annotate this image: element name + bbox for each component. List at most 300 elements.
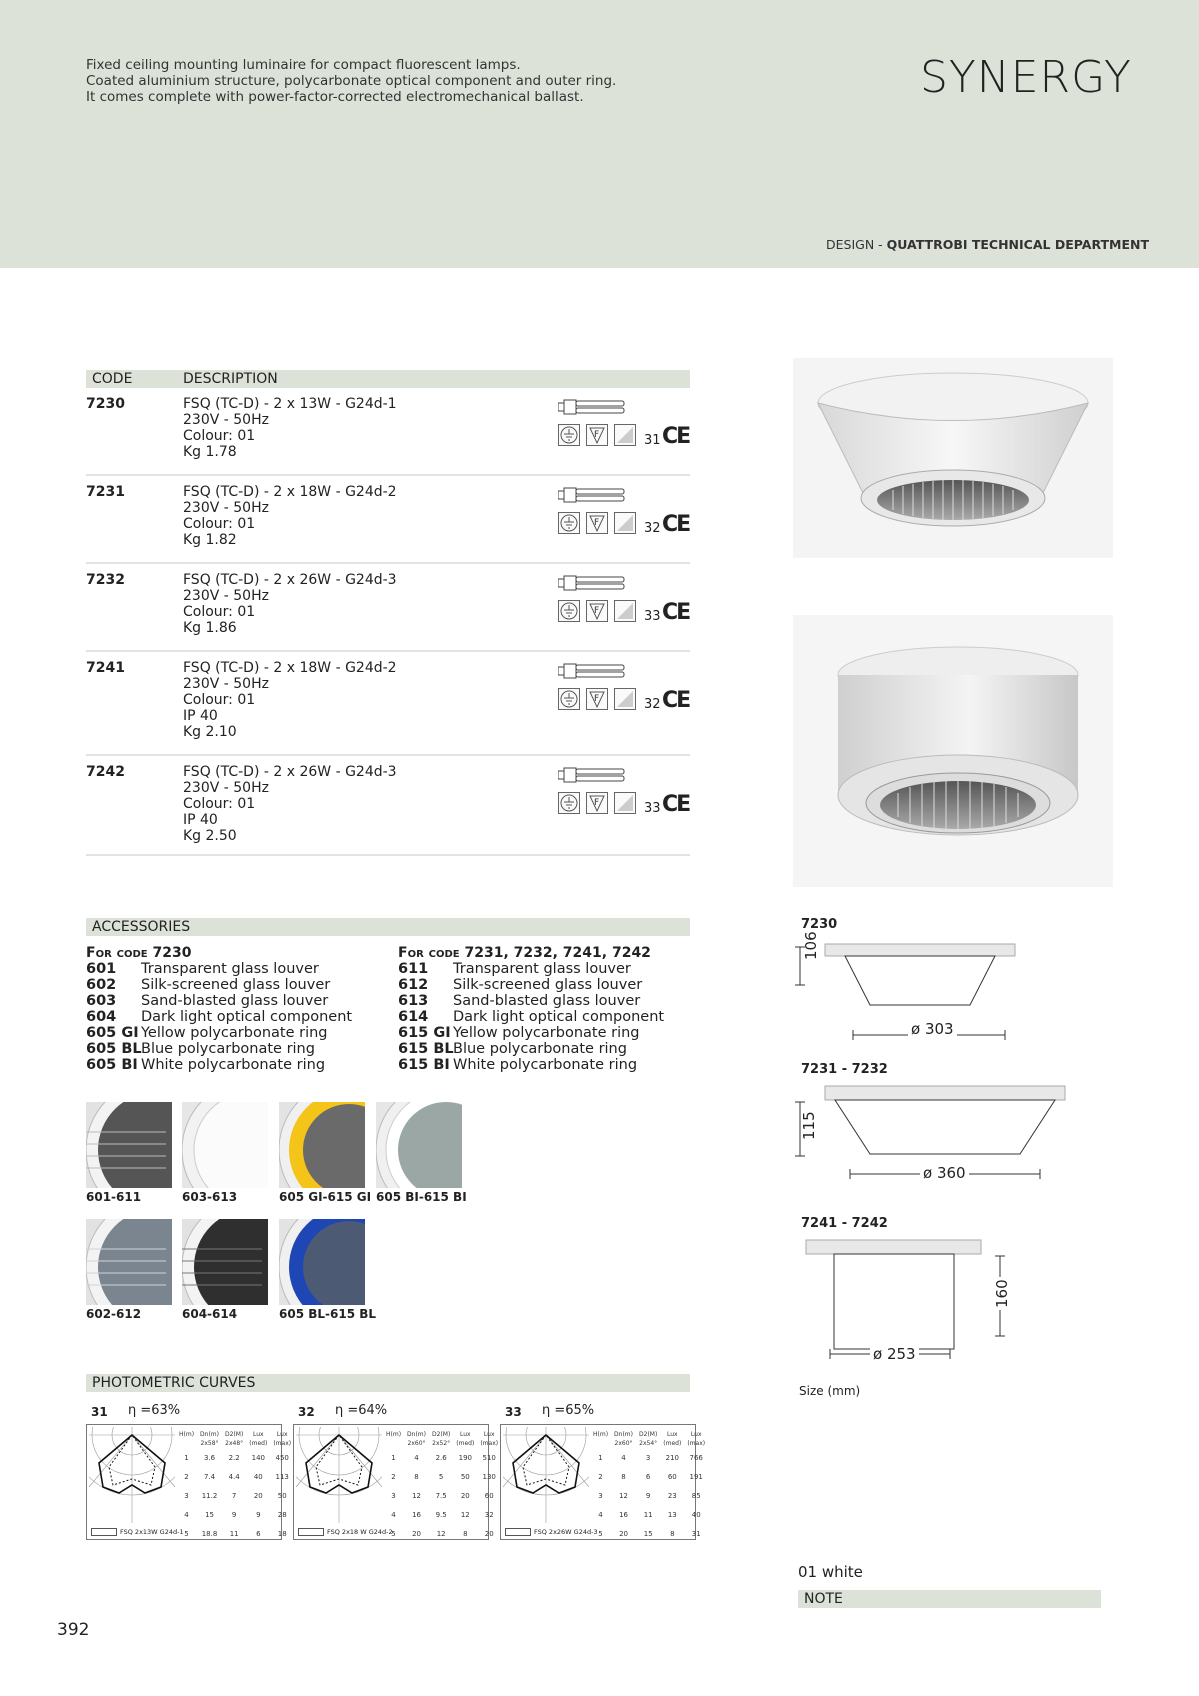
lamp-text: FSQ 2x13W G24d-1 (120, 1528, 184, 1536)
description-line: Colour: 01 (183, 604, 256, 620)
polar-diagram (296, 1427, 382, 1523)
table-subheader-cell: (med) (456, 1440, 475, 1447)
curve-ref: 33 (505, 1405, 522, 1419)
product-code: 7231 (86, 484, 125, 500)
table-cell: 6 (645, 1472, 651, 1481)
accessory-code: 603 (86, 993, 117, 1009)
curve-lamp-label (298, 1528, 393, 1536)
table-header-cell: D2(M) (225, 1431, 244, 1438)
table-header-cell: Lux (460, 1431, 471, 1438)
thumbnail-label: 602-612 (86, 1307, 142, 1321)
polar-diagram (503, 1427, 589, 1523)
curve-reference: 31 (644, 433, 661, 448)
description-line: 230V - 50Hz (183, 588, 269, 604)
accessory-item (398, 1057, 664, 1073)
accessories-title: ACCESSORIES (86, 918, 690, 936)
description-line: FSQ (TC-D) - 2 x 26W - G24d-3 (183, 572, 397, 588)
table-header-row (591, 1431, 707, 1438)
table-cell: 20 (460, 1491, 470, 1500)
table-header-cell: Dn(m) (614, 1431, 633, 1438)
note-title: NOTE (798, 1590, 1101, 1608)
photometric-chart (293, 1424, 499, 1540)
curve-efficiency: η =63% (128, 1403, 181, 1418)
table-subheader-row (591, 1440, 707, 1447)
table-cell: 15 (205, 1510, 214, 1519)
table-cell: 5 (184, 1529, 189, 1538)
description-line: FSQ (TC-D) - 2 x 26W - G24d-3 (183, 764, 397, 780)
curve-efficiency: η =65% (542, 1403, 595, 1418)
product-row (86, 396, 690, 476)
table-row (384, 1468, 500, 1485)
accessory-code: 614 (398, 1009, 429, 1025)
table-cell: 4.4 (228, 1472, 240, 1481)
table-cell: 510 (482, 1453, 496, 1462)
table-cell: 16 (412, 1510, 421, 1519)
product-description (183, 764, 397, 844)
accessory-label: Sand-blasted glass louver (141, 993, 329, 1009)
table-cell: 23 (667, 1491, 677, 1500)
product-intro (86, 57, 616, 105)
table-cell: 20 (412, 1529, 421, 1538)
intro-line: It comes complete with power-factor-corrected electromechanical ballast. (86, 89, 584, 105)
product-description (183, 572, 397, 636)
product-code: 7230 (86, 396, 125, 412)
description-line: 230V - 50Hz (183, 780, 269, 796)
accessory-code: 615 BI (398, 1057, 450, 1073)
table-subheader-cell: 2x52° (432, 1440, 451, 1447)
photometric-table (382, 1429, 502, 1544)
table-row (177, 1449, 293, 1466)
table-subheader-cell: 2x58° (200, 1440, 219, 1447)
triangle-mark-icon (614, 512, 636, 534)
product-row (86, 484, 690, 564)
earth-class-icon (558, 512, 580, 534)
photometric-chart (500, 1424, 706, 1540)
table-header-cell: H(m) (386, 1431, 402, 1438)
ce-mark-icon: CE (662, 792, 690, 817)
table-header-cell: Dn(m) (407, 1431, 426, 1438)
table-cell: 5 (438, 1472, 444, 1481)
earth-class-icon (558, 688, 580, 710)
table-row (384, 1525, 500, 1542)
table-cell: 450 (275, 1453, 289, 1462)
curve-efficiency: η =64% (335, 1403, 388, 1418)
table-cell: 12 (619, 1491, 628, 1500)
table-header-cell: D2(M) (639, 1431, 658, 1438)
accessory-code: 601 (86, 961, 117, 977)
table-cell: 4 (184, 1510, 189, 1519)
table-subheader-cell: (max) (687, 1440, 706, 1447)
table-cell: 130 (482, 1472, 496, 1481)
photometric-table (175, 1429, 295, 1544)
curve-reference: 33 (644, 609, 661, 624)
accessory-label: Blue polycarbonate ring (453, 1041, 627, 1057)
table-cell: 9 (645, 1491, 651, 1500)
accessories-group-2 (398, 945, 664, 1073)
lamp-icon (505, 1528, 531, 1536)
thumbnail-label: 605 BI-615 BI (376, 1190, 467, 1204)
design-credit (826, 237, 1149, 252)
colour-note: 01 white (798, 1563, 863, 1581)
table-cell: 2.2 (228, 1453, 240, 1462)
table-cell: 4 (621, 1453, 626, 1462)
ce-mark-icon: CE (662, 424, 690, 449)
accessory-item (86, 1025, 352, 1041)
accessory-label: Blue polycarbonate ring (141, 1041, 315, 1057)
dimension-diameter: ø 303 (908, 1020, 957, 1038)
accessory-item (86, 993, 352, 1009)
table-cell: 9 (256, 1510, 261, 1519)
accessory-label: Dark light optical component (141, 1009, 353, 1025)
table-subheader-cell (591, 1440, 610, 1447)
accessory-item (86, 1041, 352, 1057)
table-cell: 28 (277, 1510, 287, 1519)
table-cell: 8 (463, 1529, 468, 1538)
table-cell: 2.6 (435, 1453, 447, 1462)
accessory-code: 612 (398, 977, 429, 993)
accessories-group-title: For code 7231, 7232, 7241, 7242 (398, 945, 651, 961)
lamp-icon (558, 662, 626, 680)
table-cell: 190 (458, 1453, 472, 1462)
accessory-item (86, 1057, 352, 1073)
f-mark-icon (586, 512, 608, 534)
lamp-icon (91, 1528, 117, 1536)
table-cell: 5 (598, 1529, 603, 1538)
dimension-height: 160 (993, 1279, 1011, 1308)
description-line: 230V - 50Hz (183, 500, 269, 516)
accessory-item (398, 977, 664, 993)
design-prefix: DESIGN - (826, 237, 887, 252)
lamp-icon (558, 486, 626, 504)
table-subheader-cell: (med) (663, 1440, 682, 1447)
table-cell: 9.5 (435, 1510, 447, 1519)
table-row (177, 1506, 293, 1523)
svg-text:F: F (594, 798, 600, 808)
description-line: Kg 1.86 (183, 620, 237, 636)
table-subheader-row (177, 1440, 293, 1447)
table-subheader-cell: 2x60° (407, 1440, 426, 1447)
product-description (183, 660, 397, 740)
thumbnail-label: 601-611 (86, 1190, 142, 1204)
accessory-label: Yellow polycarbonate ring (453, 1025, 640, 1041)
table-header-cell: Lux (276, 1431, 288, 1438)
table-cell: 18 (277, 1529, 287, 1538)
photometric-title: PHOTOMETRIC CURVES (86, 1374, 690, 1392)
table-row (177, 1468, 293, 1485)
description-line: Colour: 01 (183, 428, 256, 444)
table-cell: 8 (414, 1472, 419, 1481)
table-header-cell: H(m) (593, 1431, 609, 1438)
thumbnail-yellow-ring (279, 1102, 365, 1188)
table-cell: 60 (484, 1491, 494, 1500)
dimension-height: 106 (802, 931, 820, 960)
table-cell: 210 (665, 1453, 679, 1462)
table-row (384, 1506, 500, 1523)
table-cell: 7.4 (203, 1472, 216, 1481)
accessory-label: Silk-screened glass louver (141, 977, 331, 993)
accessory-code: 615 GI (398, 1025, 451, 1041)
table-row (384, 1487, 500, 1504)
thumbnail-label: 605 GI-615 GI (279, 1190, 372, 1204)
f-mark-icon (586, 600, 608, 622)
intro-line: Coated aluminium structure, polycarbonate optical component and outer ring. (86, 73, 617, 89)
products-table-header (86, 370, 690, 388)
f-mark-icon (586, 688, 608, 710)
accessory-item (398, 993, 664, 1009)
accessories-group-1 (86, 945, 352, 1073)
table-cell: 766 (689, 1453, 703, 1462)
accessory-label: Dark light optical component (453, 1009, 665, 1025)
curve-lamp-label (91, 1528, 184, 1536)
lamp-icon (558, 398, 626, 416)
table-cell: 20 (253, 1491, 263, 1500)
accessory-item (398, 1041, 664, 1057)
table-cell: 8 (621, 1472, 626, 1481)
table-subheader-cell: 2x48° (225, 1440, 244, 1447)
accessory-label: White polycarbonate ring (453, 1057, 638, 1073)
table-cell: 12 (460, 1510, 470, 1519)
table-cell: 18.8 (201, 1529, 218, 1538)
lamp-icon (558, 574, 626, 592)
product-description (183, 396, 397, 460)
accessory-code: 605 GI (86, 1025, 139, 1041)
accessories-group-title: For code 7230 (86, 945, 192, 961)
table-cell: 11 (643, 1510, 653, 1519)
product-photo-cylindrical (793, 615, 1113, 887)
dimension-title: 7241 - 7242 (801, 1216, 888, 1231)
curve-reference: 32 (644, 697, 661, 712)
thumbnail-label: 603-613 (182, 1190, 238, 1204)
thumbnail-blue-ring (279, 1219, 365, 1305)
table-cell: 6 (256, 1529, 261, 1538)
table-header-row (384, 1431, 500, 1438)
earth-class-icon (558, 600, 580, 622)
table-cell: 9 (231, 1510, 237, 1519)
triangle-mark-icon (614, 600, 636, 622)
thumbnail-dark-light (182, 1219, 268, 1305)
f-mark-icon (586, 424, 608, 446)
product-code: 7241 (86, 660, 125, 676)
table-cell: 50 (277, 1491, 287, 1500)
table-header-cell: Dn(m) (200, 1431, 219, 1438)
dimension-title: 7231 - 7232 (801, 1062, 888, 1077)
thumbnail-label: 604-614 (182, 1307, 238, 1321)
table-cell: 3 (645, 1453, 651, 1462)
table-cell: 40 (253, 1472, 263, 1481)
table-row (591, 1487, 707, 1504)
table-subheader-cell: (max) (273, 1440, 292, 1447)
table-row (177, 1487, 293, 1504)
table-header-row (177, 1431, 293, 1438)
table-cell: 2 (598, 1472, 603, 1481)
table-cell: 191 (689, 1472, 703, 1481)
accessory-label: Silk-screened glass louver (453, 977, 643, 993)
table-cell: 7.5 (435, 1491, 447, 1500)
table-cell: 12 (436, 1529, 446, 1538)
table-subheader-cell: (med) (249, 1440, 268, 1447)
curve-reference: 32 (644, 521, 661, 536)
dimension-title: 7230 (801, 917, 838, 932)
description-line: 230V - 50Hz (183, 676, 269, 692)
description-line: IP 40 (183, 708, 218, 724)
table-row (177, 1525, 293, 1542)
description-line: FSQ (TC-D) - 2 x 13W - G24d-1 (183, 396, 397, 412)
product-row (86, 572, 690, 652)
table-cell: 1 (391, 1453, 396, 1462)
table-cell: 11.2 (201, 1491, 218, 1500)
thumbnail-silkscreened-louver (86, 1219, 172, 1305)
table-header-cell: H(m) (179, 1431, 195, 1438)
curve-lamp-label (505, 1528, 598, 1536)
table-cell: 2 (391, 1472, 396, 1481)
thumbnail-white-ring (376, 1102, 462, 1188)
lamp-icon (558, 766, 626, 784)
description-line: FSQ (TC-D) - 2 x 18W - G24d-2 (183, 660, 397, 676)
accessory-item (398, 1009, 664, 1025)
table-cell: 3 (184, 1491, 189, 1500)
accessory-code: 611 (398, 961, 429, 977)
triangle-mark-icon (614, 792, 636, 814)
photometric-table (589, 1429, 709, 1544)
accessory-item (86, 977, 352, 993)
table-cell: 40 (691, 1510, 701, 1519)
table-cell: 3 (598, 1491, 603, 1500)
header-band (0, 0, 1199, 268)
f-mark-icon (586, 792, 608, 814)
table-cell: 85 (691, 1491, 701, 1500)
svg-text:F: F (594, 430, 600, 440)
table-subheader-cell: 2x54° (639, 1440, 658, 1447)
table-header-cell: Lux (690, 1431, 702, 1438)
ce-mark-icon: CE (662, 688, 690, 713)
size-note: Size (mm) (799, 1384, 861, 1398)
table-cell: 5 (391, 1529, 396, 1538)
table-subheader-cell: 2x60° (614, 1440, 633, 1447)
table-cell: 2 (184, 1472, 189, 1481)
photometric-chart (86, 1424, 292, 1540)
description-line: Kg 2.50 (183, 828, 237, 844)
table-cell: 1 (598, 1453, 603, 1462)
table-header-cell: D2(M) (432, 1431, 451, 1438)
product-code: 7232 (86, 572, 125, 588)
thumbnail-clear-louver (86, 1102, 172, 1188)
accessory-item (86, 1009, 352, 1025)
code-header: CODE (92, 371, 133, 387)
accessory-code: 615 BL (398, 1041, 454, 1057)
accessory-item (398, 1025, 664, 1041)
curve-reference: 33 (644, 801, 661, 816)
table-header-cell: Lux (667, 1431, 678, 1438)
earth-class-icon (558, 792, 580, 814)
product-row (86, 764, 690, 856)
table-cell: 50 (460, 1472, 470, 1481)
description-line: Kg 1.78 (183, 444, 237, 460)
description-line: FSQ (TC-D) - 2 x 18W - G24d-2 (183, 484, 397, 500)
dimension-height: 115 (800, 1111, 818, 1140)
table-cell: 16 (619, 1510, 628, 1519)
table-cell: 140 (251, 1453, 265, 1462)
product-photo-conical (793, 358, 1113, 558)
accessory-item (398, 961, 664, 977)
table-subheader-row (384, 1440, 500, 1447)
description-header: DESCRIPTION (183, 371, 278, 387)
product-description (183, 484, 397, 548)
table-subheader-cell (384, 1440, 403, 1447)
svg-text:F: F (594, 518, 600, 528)
table-cell: 31 (691, 1529, 701, 1538)
polar-diagram (89, 1427, 175, 1523)
table-cell: 8 (670, 1529, 675, 1538)
table-cell: 4 (414, 1453, 419, 1462)
table-header-cell: Lux (483, 1431, 495, 1438)
description-line: Kg 1.82 (183, 532, 237, 548)
table-cell: 32 (484, 1510, 494, 1519)
table-cell: 1 (184, 1453, 189, 1462)
table-cell: 4 (598, 1510, 603, 1519)
lamp-icon (298, 1528, 324, 1536)
table-row (591, 1468, 707, 1485)
triangle-mark-icon (614, 688, 636, 710)
ce-mark-icon: CE (662, 512, 690, 537)
svg-text:F: F (594, 606, 600, 616)
thumbnail-sandblasted-louver (182, 1102, 268, 1188)
description-line: Colour: 01 (183, 516, 256, 532)
table-row (591, 1525, 707, 1542)
design-name: QUATTROBI TECHNICAL DEPARTMENT (886, 237, 1149, 252)
accessory-label: Transparent glass louver (141, 961, 319, 977)
table-cell: 4 (391, 1510, 396, 1519)
dimension-diameter: ø 360 (920, 1164, 969, 1182)
table-cell: 113 (275, 1472, 289, 1481)
table-row (591, 1506, 707, 1523)
description-line: Colour: 01 (183, 692, 256, 708)
accessory-code: 605 BI (86, 1057, 138, 1073)
table-cell: 12 (412, 1491, 421, 1500)
svg-text:F: F (594, 694, 600, 704)
curve-ref: 31 (91, 1405, 108, 1419)
accessory-item (86, 961, 352, 977)
table-header-cell: Lux (253, 1431, 264, 1438)
product-row (86, 660, 690, 756)
description-line: 230V - 50Hz (183, 412, 269, 428)
table-cell: 60 (667, 1472, 677, 1481)
page-number: 392 (57, 1620, 90, 1640)
table-cell: 11 (229, 1529, 239, 1538)
triangle-mark-icon (614, 424, 636, 446)
table-cell: 15 (643, 1529, 653, 1538)
description-line: Colour: 01 (183, 796, 256, 812)
table-cell: 3.6 (203, 1453, 216, 1462)
accessory-label: Yellow polycarbonate ring (141, 1025, 328, 1041)
table-subheader-cell: (max) (480, 1440, 499, 1447)
dimension-diameter: ø 253 (870, 1345, 919, 1363)
table-cell: 20 (484, 1529, 494, 1538)
table-row (384, 1449, 500, 1466)
table-cell: 7 (231, 1491, 237, 1500)
lamp-text: FSQ 2x26W G24d-3 (534, 1528, 598, 1536)
ce-mark-icon: CE (662, 600, 690, 625)
accessory-code: 604 (86, 1009, 117, 1025)
description-line: Kg 2.10 (183, 724, 237, 740)
description-line: IP 40 (183, 812, 218, 828)
table-subheader-cell (177, 1440, 196, 1447)
product-code: 7242 (86, 764, 125, 780)
curve-ref: 32 (298, 1405, 315, 1419)
accessory-code: 605 BL (86, 1041, 142, 1057)
accessory-code: 613 (398, 993, 429, 1009)
table-cell: 13 (667, 1510, 677, 1519)
table-cell: 20 (619, 1529, 628, 1538)
